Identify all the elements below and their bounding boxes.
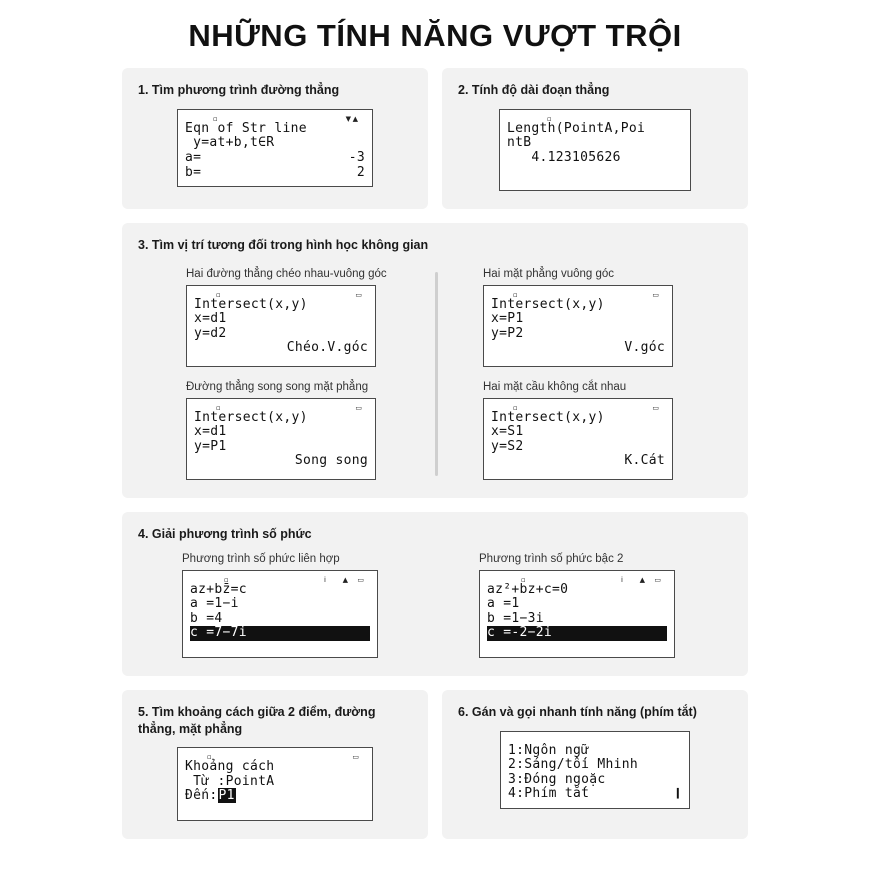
- screen-3b-line-1: Intersect(x,y): [491, 296, 605, 312]
- row-4: [0, 690, 870, 840]
- section-5-panel: [122, 690, 428, 840]
- screen-3d-line-1: Intersect(x,y): [491, 409, 605, 425]
- section-3-item-1: [186, 268, 435, 367]
- section-3-grid: [138, 268, 732, 480]
- screen-1-line-4-value: 2: [356, 164, 365, 180]
- screen-3d-line-4: K.Cát: [624, 453, 665, 469]
- math-icon: ▫: [521, 575, 526, 584]
- calculator-screen-4b: [479, 570, 675, 658]
- battery-icon: ▭: [654, 575, 661, 584]
- battery-icon: ▭: [652, 290, 659, 299]
- screen-3c-line-3: y=P1: [194, 438, 227, 454]
- screen-6-line-1: 1:Ngôn ngữ: [508, 742, 590, 758]
- screen-3c-statusbar: [194, 404, 368, 413]
- row-3: [0, 512, 870, 676]
- page-title: NHỮNG TÍNH NĂNG VƯỢT TRỘI: [188, 18, 682, 53]
- section-2-title: 2. Tính độ dài đoạn thẳng: [458, 83, 610, 97]
- screen-1-statusbar: [185, 115, 365, 124]
- screen-4b-line-2: a =1: [487, 596, 520, 612]
- screen-5-line-3: [185, 789, 365, 804]
- section-2-screen-wrap: [458, 109, 732, 191]
- section-3-left-column: [138, 268, 435, 480]
- screen-2-line-3: 4.123105626: [507, 149, 621, 165]
- section-4-item-2-label: Phương trình số phức bậc 2: [479, 552, 624, 565]
- chevron-down-icon: ▼: [345, 114, 351, 123]
- screen-5-statusbar: [185, 753, 365, 762]
- section-4-left-column: [138, 553, 435, 658]
- screen-3d-line-3: y=S2: [491, 438, 524, 454]
- section-5-screen-wrap: [138, 747, 412, 821]
- section-4-grid: [138, 553, 732, 658]
- calculator-screen-2: [499, 109, 691, 191]
- screen-3c-line-4: Song song: [294, 453, 368, 469]
- calculator-screen-3d: [483, 398, 673, 480]
- screen-2-line-1: Length(PointA,Poi: [507, 120, 646, 136]
- math-icon: ▫: [216, 403, 221, 412]
- section-2-panel: [442, 68, 748, 209]
- section-5-title: 5. Tìm khoảng cách giữa 2 điểm, đường thẳng, mặt phẳng: [138, 704, 376, 736]
- screen-6-cursor-icon: ❙: [673, 786, 682, 802]
- section-4-panel: [122, 512, 748, 676]
- screen-6-statusbar: [508, 737, 682, 746]
- section-4-item-1-label: Phương trình số phức liên hợp: [182, 552, 340, 565]
- screen-4a-line-4-highlighted: c =7−7i: [190, 626, 370, 641]
- screen-3a-line-2: x=d1: [194, 311, 227, 327]
- section-1-title: 1. Tìm phương trình đường thẳng: [138, 83, 340, 97]
- screen-4b-line-3: b =1−3i: [487, 610, 544, 626]
- screen-3a-line-1: Intersect(x,y): [194, 296, 308, 312]
- section-3-item-4-label: Hai mặt cầu không cắt nhau: [483, 380, 627, 393]
- screen-3d-line-2: x=S1: [491, 424, 524, 440]
- math-icon: ▫: [513, 403, 518, 412]
- section-4-right-column: [435, 553, 732, 658]
- column-divider: [435, 272, 438, 476]
- math-icon: ▫: [513, 290, 518, 299]
- screen-3c-line-2: x=d1: [194, 424, 227, 440]
- chevron-up-icon: ▲: [352, 114, 358, 123]
- screen-3b-line-4: V.góc: [624, 340, 665, 356]
- i-marker-icon: i: [621, 575, 623, 584]
- screen-1-line-3-label: a=: [185, 149, 202, 165]
- calculator-screen-5: [177, 747, 373, 821]
- screen-5-cursor-value: P1: [218, 788, 235, 804]
- section-6-title: 6. Gán và gọi nhanh tính năng (phím tắt): [458, 704, 697, 719]
- screen-3a-line-4: Chéo.V.góc: [286, 340, 368, 356]
- screen-3a-line-3: y=d2: [194, 325, 227, 341]
- screen-3d-statusbar: [491, 404, 665, 413]
- section-3-item-2-label: Hai mặt phẳng vuông góc: [483, 267, 615, 280]
- section-3-item-3: [186, 381, 435, 480]
- screen-4b-line-1: az²+bz+c=0: [487, 581, 569, 597]
- math-icon: ▫: [224, 575, 229, 584]
- screen-5-line-3-label: Đến:: [185, 788, 218, 804]
- screen-5-line-1: Khoảng cách: [185, 759, 275, 775]
- calculator-screen-3c: [186, 398, 376, 480]
- screen-4a-line-3: b =4: [190, 610, 223, 626]
- battery-icon: ▭: [652, 403, 659, 412]
- screen-2-line-2: ntB: [507, 135, 532, 151]
- section-3-item-3-label: Đường thẳng song song mặt phẳng: [186, 380, 369, 393]
- screen-3b-statusbar: [491, 291, 665, 300]
- screen-5-line-2: Từ :PointA: [185, 773, 275, 789]
- chevron-up-icon: ▲: [342, 575, 348, 584]
- screen-4b-line-4-highlighted: c =-2−2i: [487, 626, 667, 641]
- battery-icon: ▭: [357, 575, 364, 584]
- section-3-title: 3. Tìm vị trí tương đối trong hình học không gian: [138, 237, 429, 252]
- calculator-screen-3b: [483, 285, 673, 367]
- screen-6-line-2: 2:Sáng/tối Mhinh: [508, 757, 639, 773]
- screen-3a-statusbar: [194, 291, 368, 300]
- screen-4a-line-1: az+bz̄=c: [190, 581, 247, 597]
- calculator-screen-1: [177, 109, 373, 187]
- section-6-screen-wrap: [458, 731, 732, 809]
- screen-6-line-4: 4:Phím tắt: [508, 786, 590, 802]
- section-4-title: 4. Giải phương trình số phức: [138, 526, 312, 541]
- section-1-screen-wrap: [138, 109, 412, 187]
- screen-3b-line-3: y=P2: [491, 325, 524, 341]
- battery-icon: ▭: [352, 753, 359, 762]
- calculator-screen-4a: [182, 570, 378, 658]
- section-6-panel: [442, 690, 748, 840]
- screen-1-line-4-label: b=: [185, 164, 202, 180]
- chevron-up-icon: ▲: [639, 575, 645, 584]
- screen-1-line-1: Eqn of Str line: [185, 120, 307, 136]
- screen-1-line-3-value: -3: [348, 149, 365, 165]
- section-3-item-4: [483, 381, 732, 480]
- calculator-screen-6: [500, 731, 690, 809]
- screen-3b-line-2: x=P1: [491, 311, 524, 327]
- screen-1-line-2: y=at+b,t∈R: [185, 135, 275, 151]
- row-1: [0, 68, 870, 209]
- screen-6-line-3: 3:Đóng ngoặc: [508, 771, 606, 787]
- screen-4a-statusbar: [190, 576, 370, 585]
- section-1-panel: [122, 68, 428, 209]
- calculator-screen-3a: [186, 285, 376, 367]
- math-icon: ▫: [216, 290, 221, 299]
- screen-4a-line-2: a =1−i: [190, 596, 239, 612]
- section-3-panel: [122, 223, 748, 498]
- section-3-item-1-label: Hai đường thẳng chéo nhau-vuông góc: [186, 267, 387, 280]
- screen-2-statusbar: [507, 115, 683, 124]
- math-icon: ▫: [207, 753, 212, 762]
- section-3-right-column: [435, 268, 732, 480]
- row-2: [0, 223, 870, 498]
- screen-4b-statusbar: [487, 576, 667, 585]
- battery-icon: ▭: [355, 403, 362, 412]
- math-icon: ▫: [213, 114, 218, 123]
- i-marker-icon: i: [324, 575, 326, 584]
- section-3-item-2: [483, 268, 732, 367]
- math-icon: ▫: [547, 114, 552, 123]
- battery-icon: ▭: [355, 290, 362, 299]
- screen-3c-line-1: Intersect(x,y): [194, 409, 308, 425]
